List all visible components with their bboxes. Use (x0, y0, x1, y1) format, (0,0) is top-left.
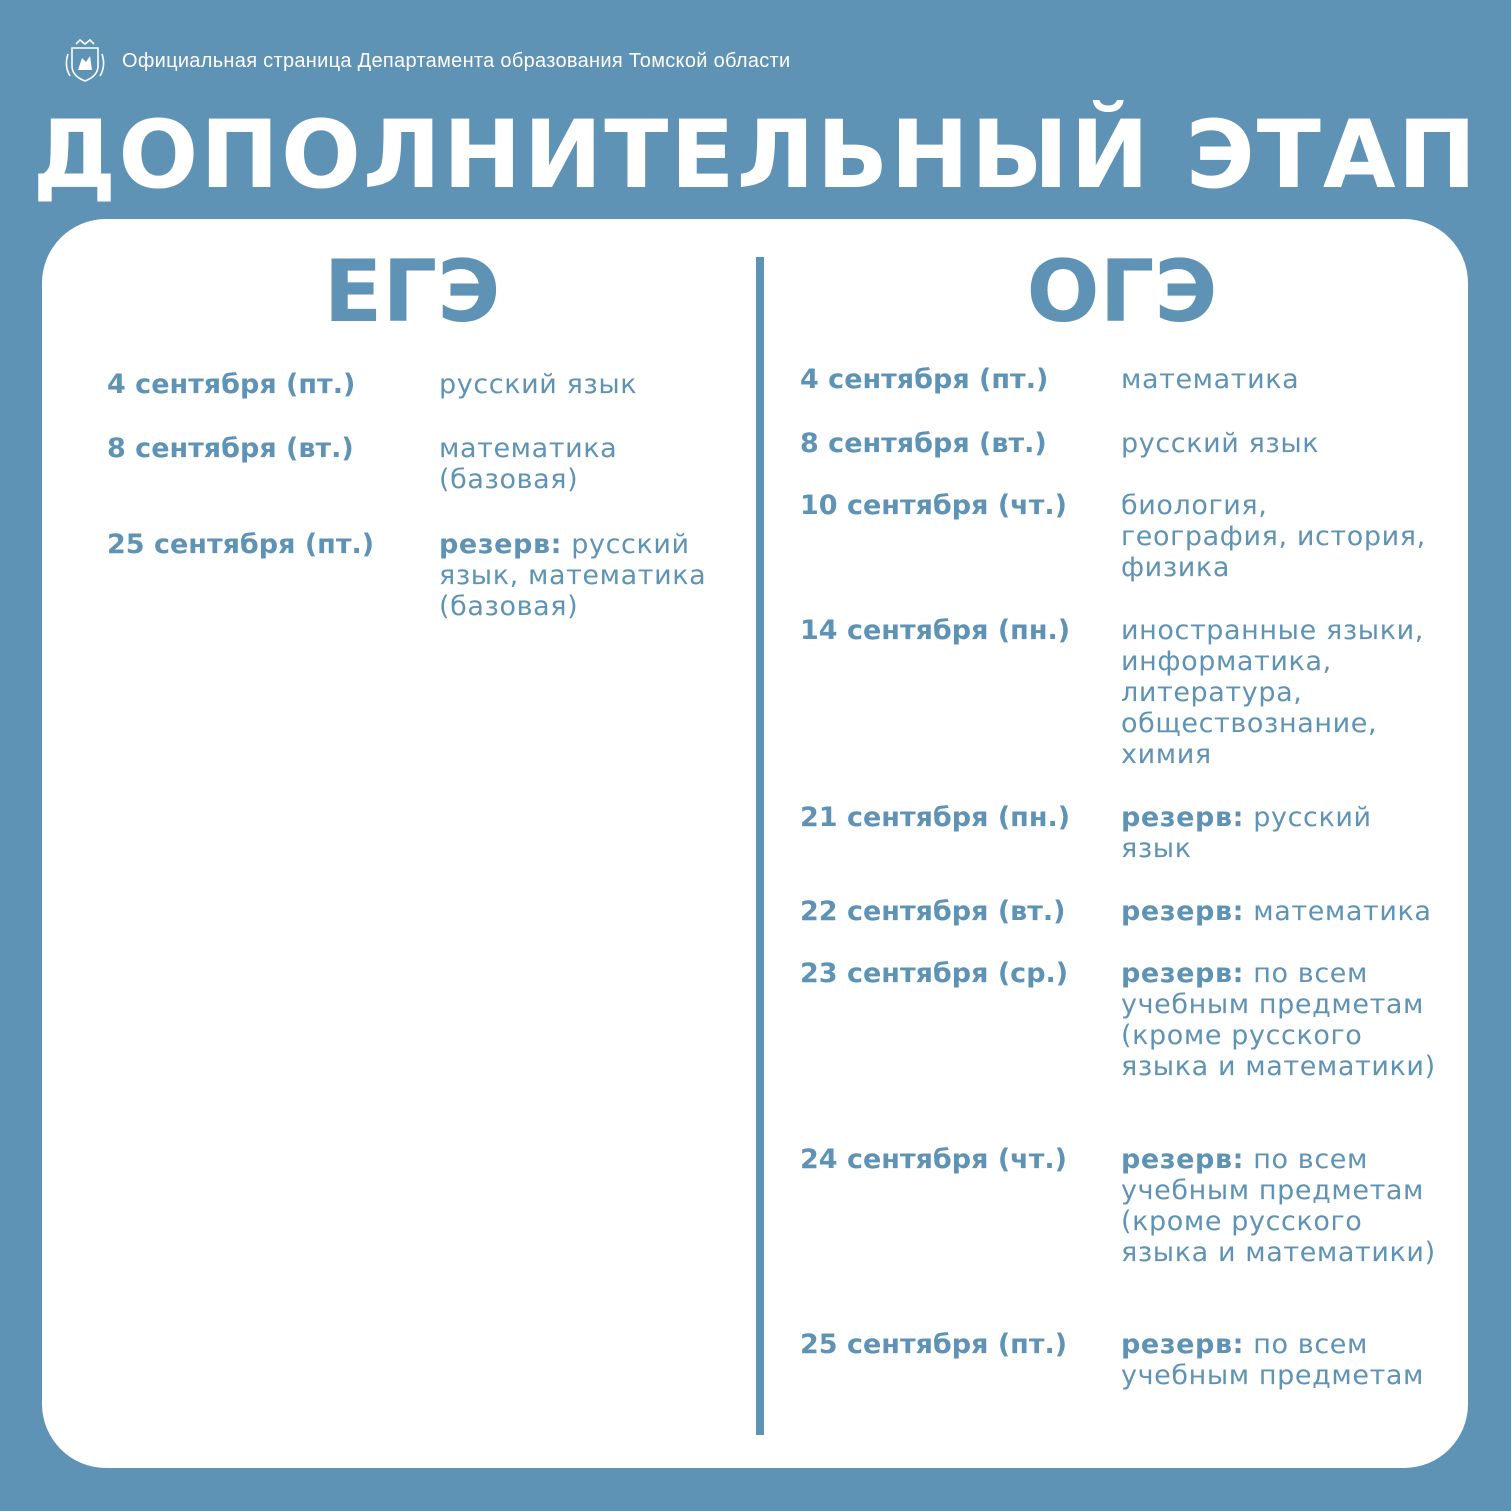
exam-date: 25 сентября (пт.) (107, 529, 375, 560)
exam-date: 22 сентября (вт.) (800, 896, 1066, 927)
page-title: ДОПОЛНИТЕЛЬНЫЙ ЭТАП (32, 101, 1479, 210)
exam-subject: математика (1121, 364, 1300, 395)
schedule-row (107, 433, 727, 529)
exam-date: 25 сентября (пт.) (800, 1329, 1068, 1360)
exam-date: 8 сентября (вт.) (800, 428, 1047, 459)
exam-date: 21 сентября (пн.) (800, 802, 1071, 833)
schedule-row (800, 615, 1450, 802)
exam-subject: биология, география, история, физика (1121, 490, 1426, 583)
exam-subject: резерв: русский язык (1121, 802, 1372, 864)
exam-subject: русский язык (439, 369, 638, 400)
exam-subject: русский язык (1121, 428, 1320, 459)
schedule-row (800, 490, 1450, 615)
exam-subject: резерв: по всем учебным предметам (кроме русского языка и математики) (1121, 958, 1436, 1082)
exam-subject: иностранные языки, информатика, литература, обществознание, химия (1121, 615, 1424, 770)
exam-subject: резерв: по всем учебным предметам (1121, 1329, 1425, 1391)
schedule-card (42, 219, 1468, 1468)
exam-date: 23 сентября (ср.) (800, 958, 1069, 989)
exam-subject: резерв: русский язык, математика (базовая) (439, 529, 707, 622)
exam-subject: математика (базовая) (439, 433, 618, 495)
ege-heading: ЕГЭ (323, 242, 501, 342)
coat-of-arms-icon (60, 36, 110, 86)
exam-date: 10 сентября (чт.) (800, 490, 1067, 521)
schedule-row (800, 1144, 1450, 1329)
ege-schedule (107, 369, 727, 622)
schedule-row (800, 364, 1450, 428)
schedule-row (800, 958, 1450, 1144)
oge-heading: ОГЭ (1026, 242, 1218, 342)
schedule-row (800, 896, 1450, 958)
schedule-row (800, 802, 1450, 896)
column-divider (756, 257, 764, 1435)
exam-date: 24 сентября (чт.) (800, 1144, 1067, 1175)
header-title: Официальная страница Департамента образования Томской области (122, 49, 791, 72)
schedule-row (107, 369, 727, 433)
exam-date: 4 сентября (пт.) (800, 364, 1049, 395)
exam-subject: резерв: математика (1121, 896, 1432, 927)
exam-subject: резерв: по всем учебным предметам (кроме русского языка и математики) (1121, 1144, 1436, 1268)
schedule-row (800, 428, 1450, 490)
oge-schedule (800, 364, 1450, 1391)
exam-date: 14 сентября (пн.) (800, 615, 1071, 646)
exam-date: 8 сентября (вт.) (107, 433, 354, 464)
header (60, 36, 791, 86)
schedule-row (107, 529, 727, 622)
schedule-row (800, 1329, 1450, 1391)
exam-date: 4 сентября (пт.) (107, 369, 356, 400)
